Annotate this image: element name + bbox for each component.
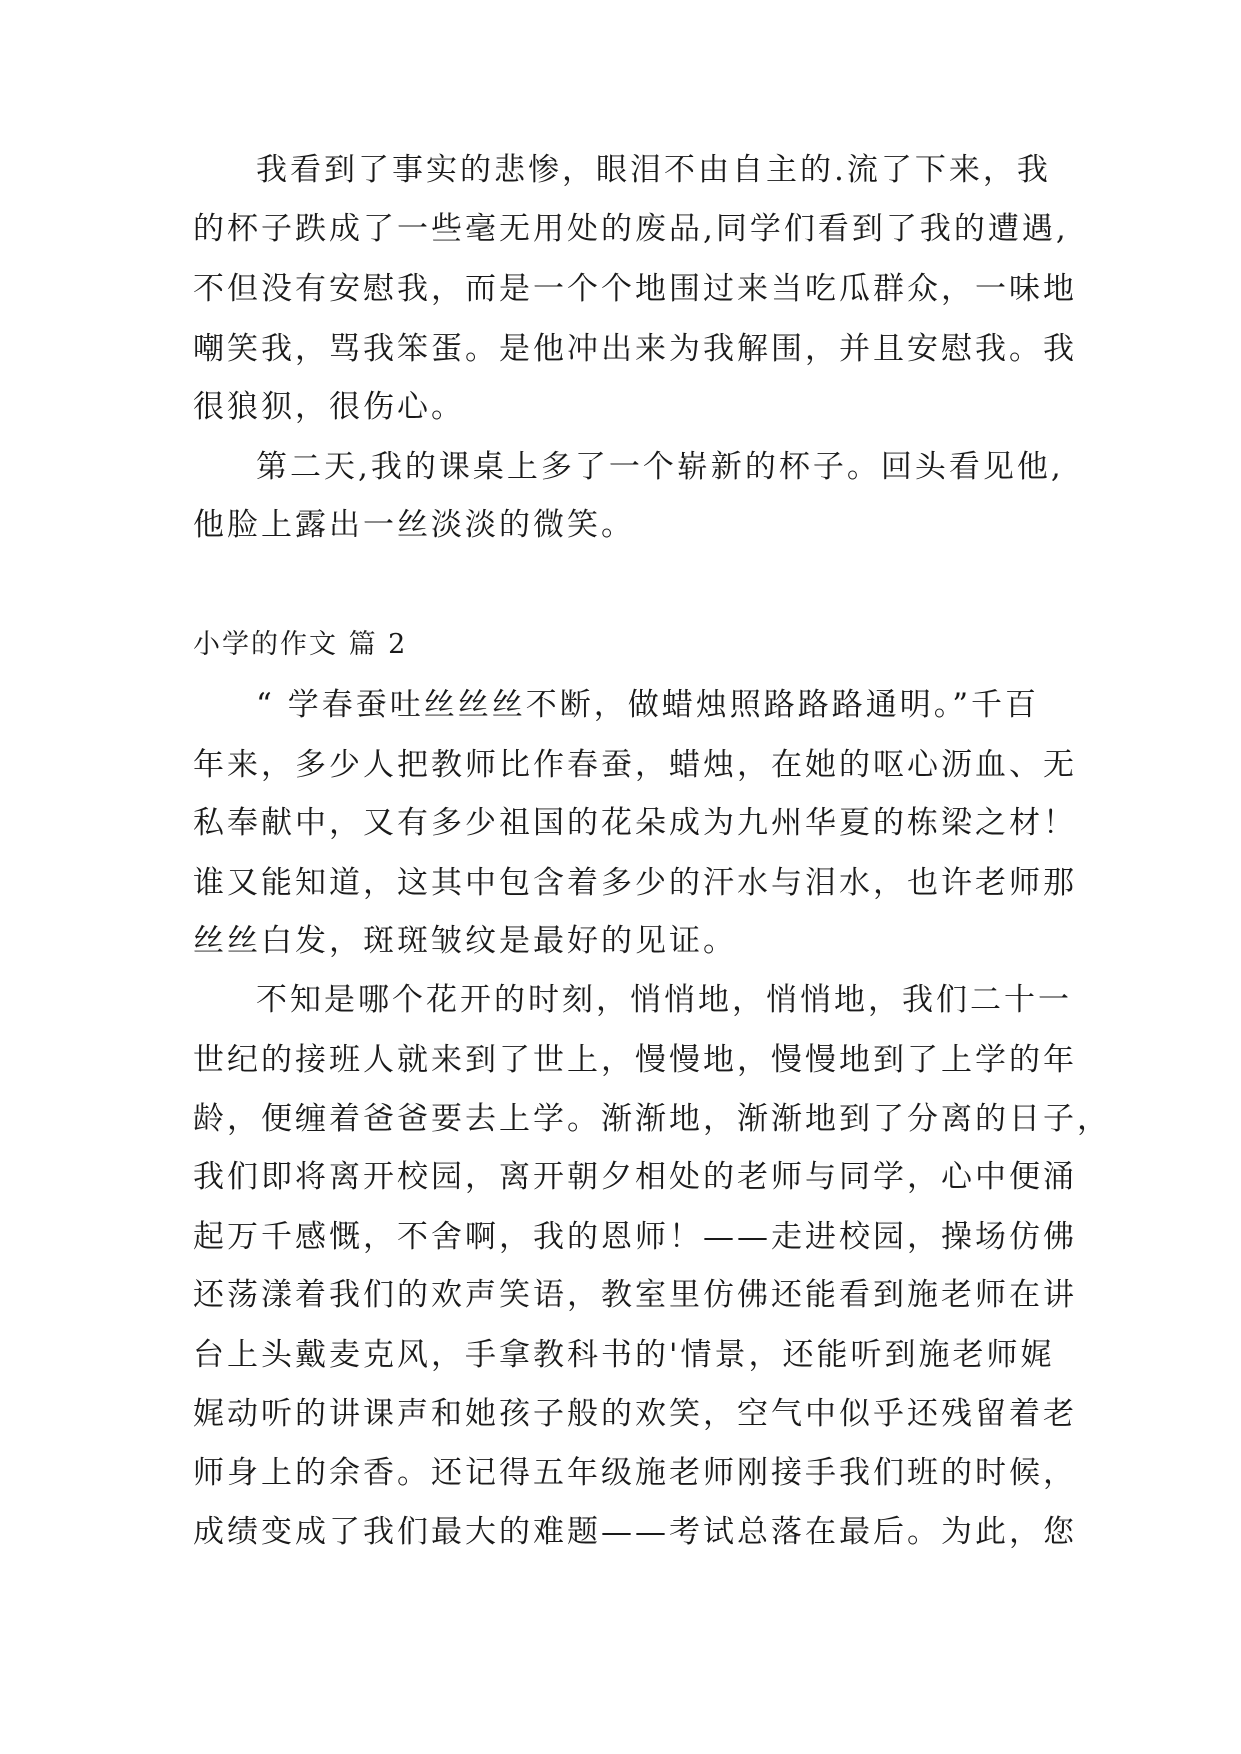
- text-line: 世纪的接班人就来到了世上，慢慢地，慢慢地到了上学的年: [193, 1042, 1077, 1078]
- text-line: 私奉献中，又有多少祖国的花朵成为九州华夏的栋梁之材！: [193, 805, 1077, 841]
- text-line: 起万千感慨，不舍啊，我的恩师！——走进校园，操场仿佛: [193, 1219, 1077, 1255]
- text-line: 我看到了事实的悲惨，眼泪不由自主的.流了下来，我: [256, 152, 1051, 188]
- text-line: 台上头戴麦克风，手拿教科书的'情景，还能听到施老师娓: [193, 1337, 1055, 1373]
- text-line: 娓动听的讲课声和她孩子般的欢笑，空气中似乎还残留着老: [193, 1396, 1077, 1432]
- text-line: 嘲笑我，骂我笨蛋。是他冲出来为我解围，并且安慰我。我: [193, 331, 1077, 367]
- text-line: 他脸上露出一丝淡淡的微笑。: [193, 507, 635, 543]
- text-line: 很狼狈，很伤心。: [193, 389, 465, 425]
- text-line: 的杯子跌成了一些毫无用处的废品,同学们看到了我的遭遇,: [193, 211, 1069, 247]
- text-line: 年来，多少人把教师比作春蚕，蜡烛，在她的呕心沥血、无: [193, 747, 1077, 783]
- text-line: “ 学春蚕吐丝丝丝不断，做蜡烛照路路路通明。”千百: [256, 687, 1040, 723]
- text-line: 成绩变成了我们最大的难题——考试总落在最后。为此，您: [193, 1514, 1077, 1550]
- section-heading: 小学的作文 篇 2: [193, 629, 408, 660]
- text-line: 还荡漾着我们的欢声笑语，教室里仿佛还能看到施老师在讲: [193, 1277, 1077, 1313]
- text-line: 师身上的余香。还记得五年级施老师刚接手我们班的时候，: [193, 1455, 1077, 1491]
- text-line: 不但没有安慰我，而是一个个地围过来当吃瓜群众，一味地: [193, 271, 1077, 307]
- text-line: 第二天,我的课桌上多了一个崭新的杯子。回头看见他,: [256, 449, 1064, 485]
- text-line: 我们即将离开校园，离开朝夕相处的老师与同学，心中便涌: [193, 1159, 1077, 1195]
- text-line: 谁又能知道，这其中包含着多少的汗水与泪水，也许老师那: [193, 865, 1077, 901]
- text-line: 丝丝白发，斑斑皱纹是最好的见证。: [193, 923, 737, 959]
- text-line: 不知是哪个花开的时刻，悄悄地，悄悄地，我们二十一: [256, 982, 1072, 1018]
- text-line: 龄，便缠着爸爸要去上学。渐渐地，渐渐地到了分离的日子，: [193, 1101, 1111, 1137]
